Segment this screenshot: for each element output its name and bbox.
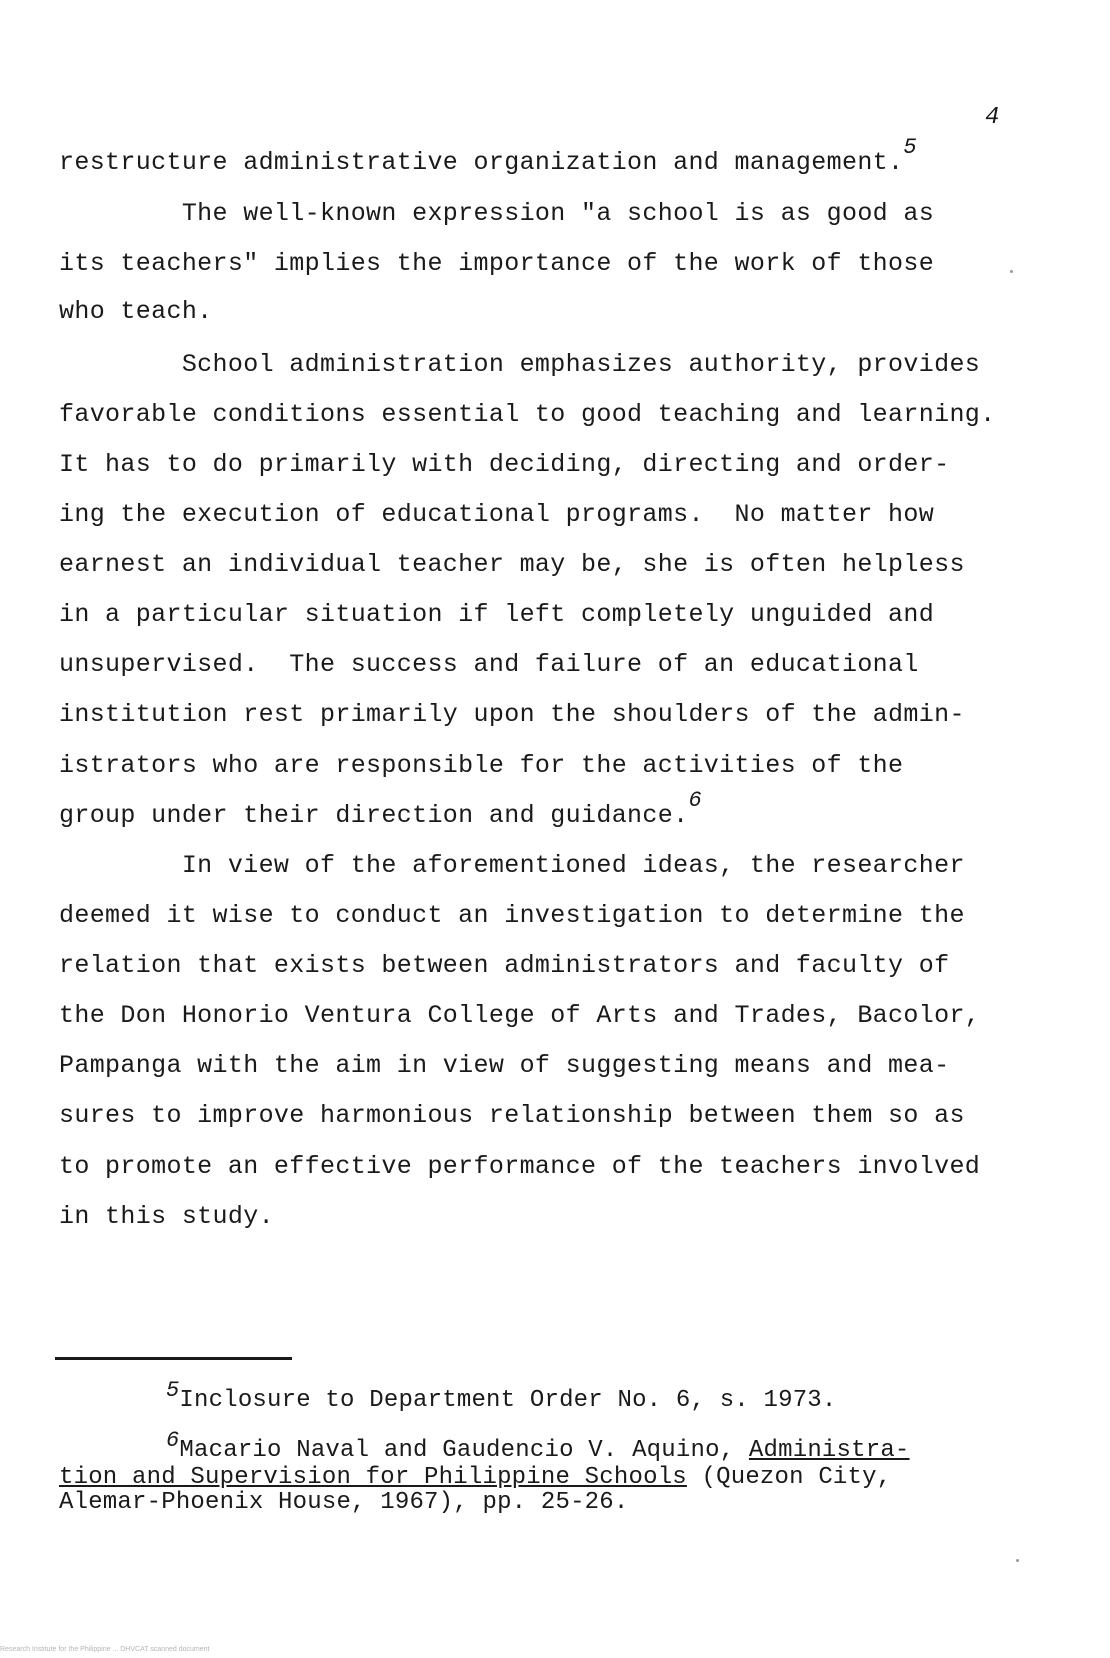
- body-line: restructure administrative organization and management.5: [59, 135, 917, 177]
- footnote-6-line-2: tion and Supervision for Philippine Schools (Quezon City,: [59, 1464, 892, 1491]
- footnote-6: 6Macario Naval and Gaudencio V. Aquino, Administra-: [166, 1428, 910, 1464]
- body-line: earnest an individual teacher may be, she is often helpless: [59, 550, 965, 579]
- footnote-book-title: Administra-: [748, 1437, 910, 1464]
- footnote-6-line-3: Alemar-Phoenix House, 1967), pp. 25-26.: [59, 1489, 629, 1516]
- footnote-mark: 6: [166, 1428, 180, 1453]
- body-line: The well-known expression "a school is as good as: [59, 199, 935, 228]
- body-line: In view of the aforementioned ideas, the researcher: [59, 851, 965, 880]
- page-number: 4: [985, 104, 1000, 131]
- body-line: deemed it wise to conduct an investigation to determine the: [59, 901, 965, 930]
- scan-speck: [1010, 270, 1013, 273]
- body-line: istrators who are responsible for the activities of the: [59, 751, 904, 780]
- footnote-ref-6: 6: [688, 788, 703, 813]
- body-line: ing the execution of educational programs. No matter how: [59, 500, 935, 529]
- body-line: institution rest primarily upon the shoulders of the admin-: [59, 700, 965, 729]
- body-line: group under their direction and guidance.6: [59, 788, 703, 830]
- body-line: its teachers" implies the importance of the work of those: [59, 249, 935, 278]
- body-line: relation that exists between administrators and faculty of: [59, 951, 950, 980]
- footnote-mark: 5: [166, 1378, 180, 1403]
- body-line: in this study.: [59, 1202, 274, 1231]
- body-line: Pampanga with the aim in view of suggesting means and mea-: [59, 1051, 950, 1080]
- body-line: It has to do primarily with deciding, directing and order-: [59, 450, 950, 479]
- body-line: to promote an effective performance of the teachers involved: [59, 1152, 981, 1181]
- body-line: the Don Honorio Ventura College of Arts and Trades, Bacolor,: [59, 1001, 981, 1030]
- body-line: unsupervised. The success and failure of an educational: [59, 650, 919, 679]
- body-line: School administration emphasizes authority, provides: [59, 350, 981, 379]
- scan-footer-strip: Research Institute for the Philippine ... DHVCAT scanned document: [0, 1646, 210, 1653]
- footnote-separator: [55, 1357, 292, 1360]
- body-line: favorable conditions essential to good teaching and learning.: [59, 400, 996, 429]
- footnote-5: 5Inclosure to Department Order No. 6, s. 1973.: [166, 1378, 837, 1414]
- footnote-book-title: tion and Supervision for Philippine Schools: [59, 1464, 687, 1491]
- body-line: who teach.: [59, 297, 213, 326]
- scan-speck: [1016, 1559, 1019, 1562]
- body-line: in a particular situation if left completely unguided and: [59, 600, 935, 629]
- body-line: sures to improve harmonious relationship between them so as: [59, 1101, 965, 1130]
- footnote-ref-5: 5: [903, 135, 917, 160]
